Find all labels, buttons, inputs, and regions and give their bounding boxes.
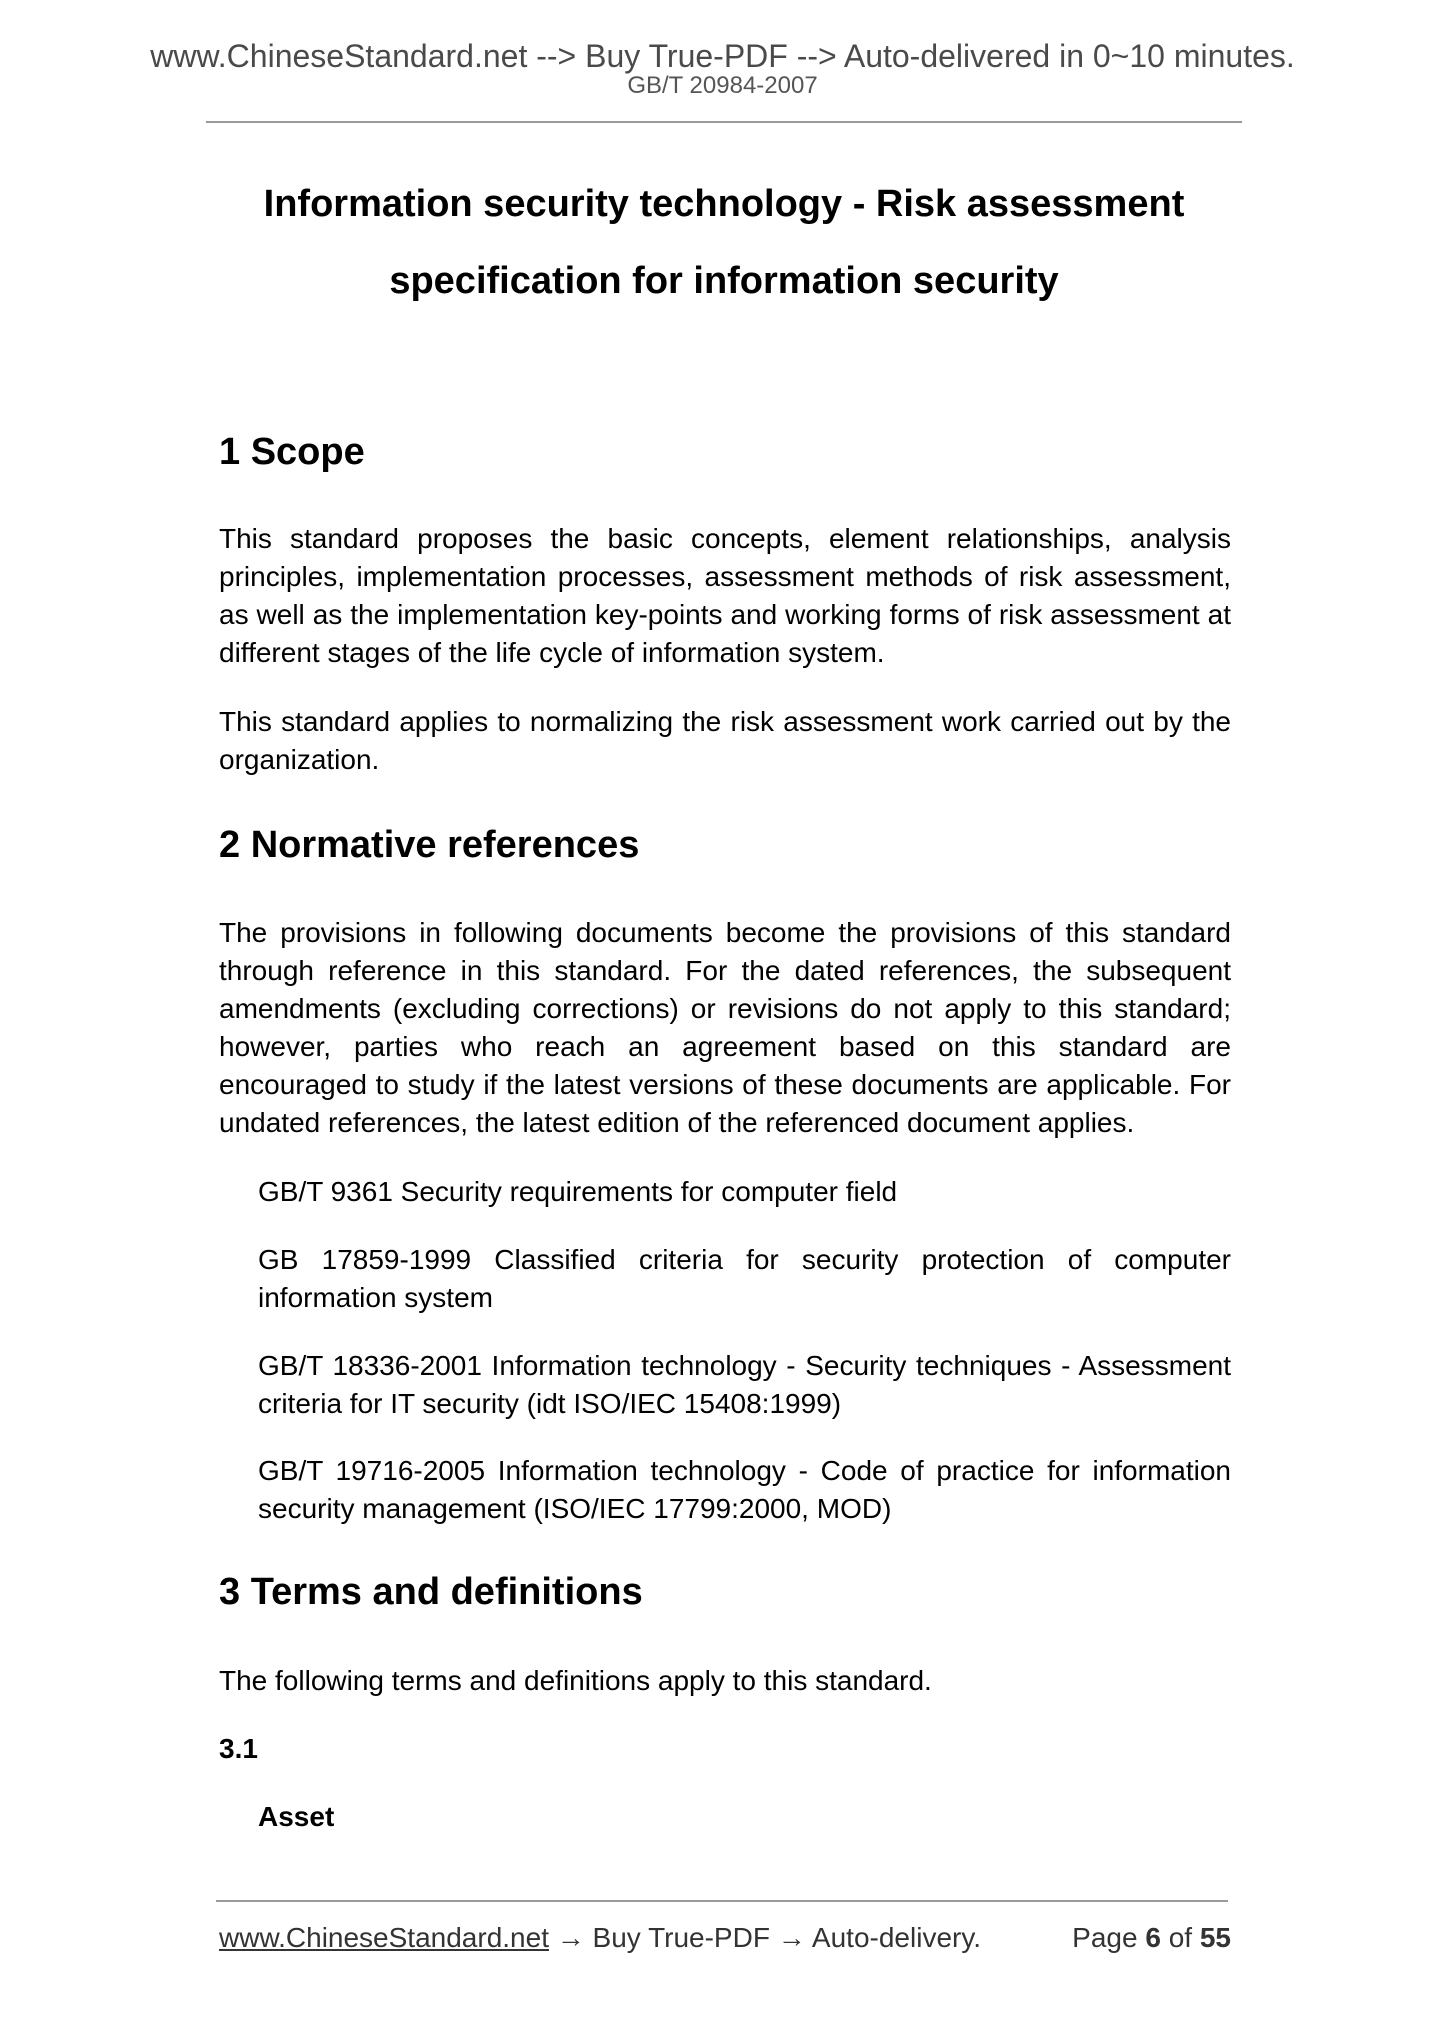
footer — [219, 1920, 1231, 1956]
footer-site-link[interactable]: www.ChineseStandard.net — [219, 1922, 549, 1953]
document-title-line-1: Information security technology - Risk assessment — [263, 183, 1185, 225]
section-heading-scope: 1 Scope — [219, 431, 365, 473]
footer-trail: → Buy True-PDF → Auto-delivery. — [548, 1922, 982, 1953]
reference-item: GB/T 19716-2005 Information technology - Code of practice for information security management (ISO/IEC 17799:2000, MOD) — [258, 1455, 1231, 1524]
header-banner[interactable]: www.ChineseStandard.net --> Buy True-PDF --> Auto-delivered in 0~10 minutes. — [150, 38, 1295, 74]
clause-number: 3.1 — [219, 1733, 258, 1764]
page-indicator — [1072, 1920, 1231, 1956]
footer-divider — [216, 1900, 1228, 1902]
scope-paragraph-2: This standard applies to normalizing the risk assessment work carried out by the organization. — [219, 706, 1231, 775]
clause-term: Asset — [258, 1801, 335, 1832]
page-total: 55 — [1199, 1922, 1231, 1953]
reference-item: GB/T 18336-2001 Information technology - Security techniques - Assessment criteria for IT security (idt ISO/IEC 15408:1999) — [258, 1350, 1231, 1419]
header-divider — [206, 121, 1242, 123]
terms-paragraph-1: The following terms and definitions apply to this standard. — [219, 1665, 932, 1696]
standard-code: GB/T 20984-2007 — [627, 72, 818, 99]
document-title — [206, 166, 1242, 320]
document-title-line-2: specification for information security — [389, 260, 1059, 302]
page-of: of — [1168, 1922, 1193, 1953]
section-heading-normative-references: 2 Normative references — [219, 824, 640, 866]
page-current: 6 — [1145, 1922, 1161, 1953]
page-label: Page — [1072, 1922, 1138, 1953]
reference-item: GB/T 9361 Security requirements for computer field — [258, 1176, 898, 1207]
scope-paragraph-1: This standard proposes the basic concepts, element relationships, analysis principles, implementation processes, assessment methods of risk assessment, as well as the implementation key-points and working forms of risk assessment at different stages of the life cycle of information system. — [219, 523, 1231, 668]
reference-item: GB 17859-1999 Classified criteria for security protection of computer information system — [258, 1244, 1231, 1313]
normative-paragraph-1: The provisions in following documents become the provisions of this standard through reference in this standard. For the dated references, the subsequent amendments (excluding corrections) or revisions do not apply to this standard; however, parties who reach an agreement based on this standard are encouraged to study if the latest versions of these documents are applicable. For undated references, the latest edition of the referenced document applies. — [219, 917, 1231, 1138]
section-heading-terms: 3 Terms and definitions — [219, 1571, 643, 1613]
